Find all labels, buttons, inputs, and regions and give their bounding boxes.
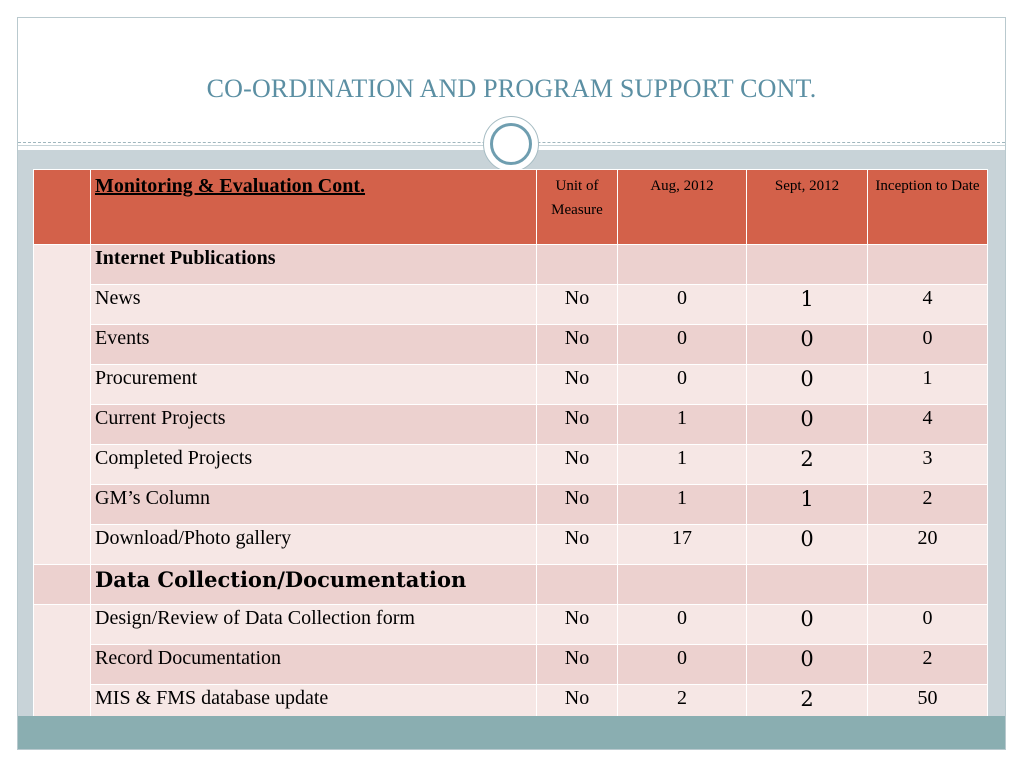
inception-cell: 50 [868, 685, 988, 725]
unit-cell: No [537, 645, 618, 685]
row-label: Procurement [91, 365, 537, 405]
sept-cell: 0 [747, 645, 868, 685]
inception-cell: 20 [868, 525, 988, 565]
unit-cell: No [537, 525, 618, 565]
inception-cell: 2 [868, 485, 988, 525]
row-group-blank [34, 605, 91, 725]
aug-cell: 1 [618, 405, 747, 445]
table-header-label: Monitoring & Evaluation Cont. [91, 170, 537, 245]
sept-cell: 1 [747, 285, 868, 325]
table-header-sept: Sept, 2012 [747, 170, 868, 245]
aug-cell: 2 [618, 685, 747, 725]
section-label: Data Collection/Documentation [91, 565, 537, 605]
aug-cell: 0 [618, 285, 747, 325]
unit-cell: No [537, 325, 618, 365]
unit-cell: No [537, 365, 618, 405]
sept-cell: 0 [747, 525, 868, 565]
sept-cell: 0 [747, 365, 868, 405]
inception-cell: 1 [868, 365, 988, 405]
slide-title: CO-ORDINATION AND PROGRAM SUPPORT CONT. [206, 74, 817, 103]
row-group-blank [34, 565, 91, 605]
unit-cell: No [537, 405, 618, 445]
footer-band [18, 716, 1005, 749]
table-row [34, 525, 988, 565]
unit-cell: No [537, 445, 618, 485]
aug-cell: 0 [618, 645, 747, 685]
sept-cell: 0 [747, 405, 868, 445]
table-cell-empty [618, 245, 747, 285]
aug-cell: 1 [618, 445, 747, 485]
inception-cell: 0 [868, 325, 988, 365]
row-label: Events [91, 325, 537, 365]
row-label: Current Projects [91, 405, 537, 445]
unit-cell: No [537, 485, 618, 525]
section-label: Internet Publications [91, 245, 537, 285]
sept-cell: 1 [747, 485, 868, 525]
row-label: Design/Review of Data Collection form [91, 605, 537, 645]
row-label: Completed Projects [91, 445, 537, 485]
table-cell-empty [868, 565, 988, 605]
table-cell-empty [868, 245, 988, 285]
table-header-unit: Unit of Measure [537, 170, 618, 245]
decorative-circle-icon [490, 123, 532, 165]
inception-cell: 3 [868, 445, 988, 485]
unit-cell: No [537, 605, 618, 645]
sept-cell: 2 [747, 685, 868, 725]
table-row [34, 485, 988, 525]
table-cell-empty [618, 565, 747, 605]
sept-cell: 0 [747, 605, 868, 645]
sept-cell: 2 [747, 445, 868, 485]
row-label: News [91, 285, 537, 325]
table-cell-empty [747, 565, 868, 605]
row-label: GM’s Column [91, 485, 537, 525]
sept-cell: 0 [747, 325, 868, 365]
inception-cell: 0 [868, 605, 988, 645]
unit-cell: No [537, 285, 618, 325]
row-label: Download/Photo gallery [91, 525, 537, 565]
inception-cell: 4 [868, 285, 988, 325]
table-row [34, 645, 988, 685]
table-cell-empty [537, 245, 618, 285]
table-cell-empty [747, 245, 868, 285]
aug-cell: 0 [618, 325, 747, 365]
table-header-inception: Inception to Date [868, 170, 988, 245]
table-row [34, 605, 988, 645]
inception-cell: 2 [868, 645, 988, 685]
table-row [34, 445, 988, 485]
table-cell-empty [537, 565, 618, 605]
row-label: MIS & FMS database update [91, 685, 537, 725]
aug-cell: 17 [618, 525, 747, 565]
aug-cell: 1 [618, 485, 747, 525]
table-row [34, 285, 988, 325]
table-header-blank [34, 170, 91, 245]
row-group-blank [34, 245, 91, 565]
table-row [34, 405, 988, 445]
section-row [34, 245, 988, 285]
inception-cell: 4 [868, 405, 988, 445]
table-header-row [34, 170, 988, 245]
row-label: Record Documentation [91, 645, 537, 685]
table-row [34, 325, 988, 365]
aug-cell: 0 [618, 365, 747, 405]
data-table [33, 169, 988, 725]
section-row [34, 565, 988, 605]
table-row [34, 365, 988, 405]
table-header-aug: Aug, 2012 [618, 170, 747, 245]
aug-cell: 0 [618, 605, 747, 645]
unit-cell: No [537, 685, 618, 725]
